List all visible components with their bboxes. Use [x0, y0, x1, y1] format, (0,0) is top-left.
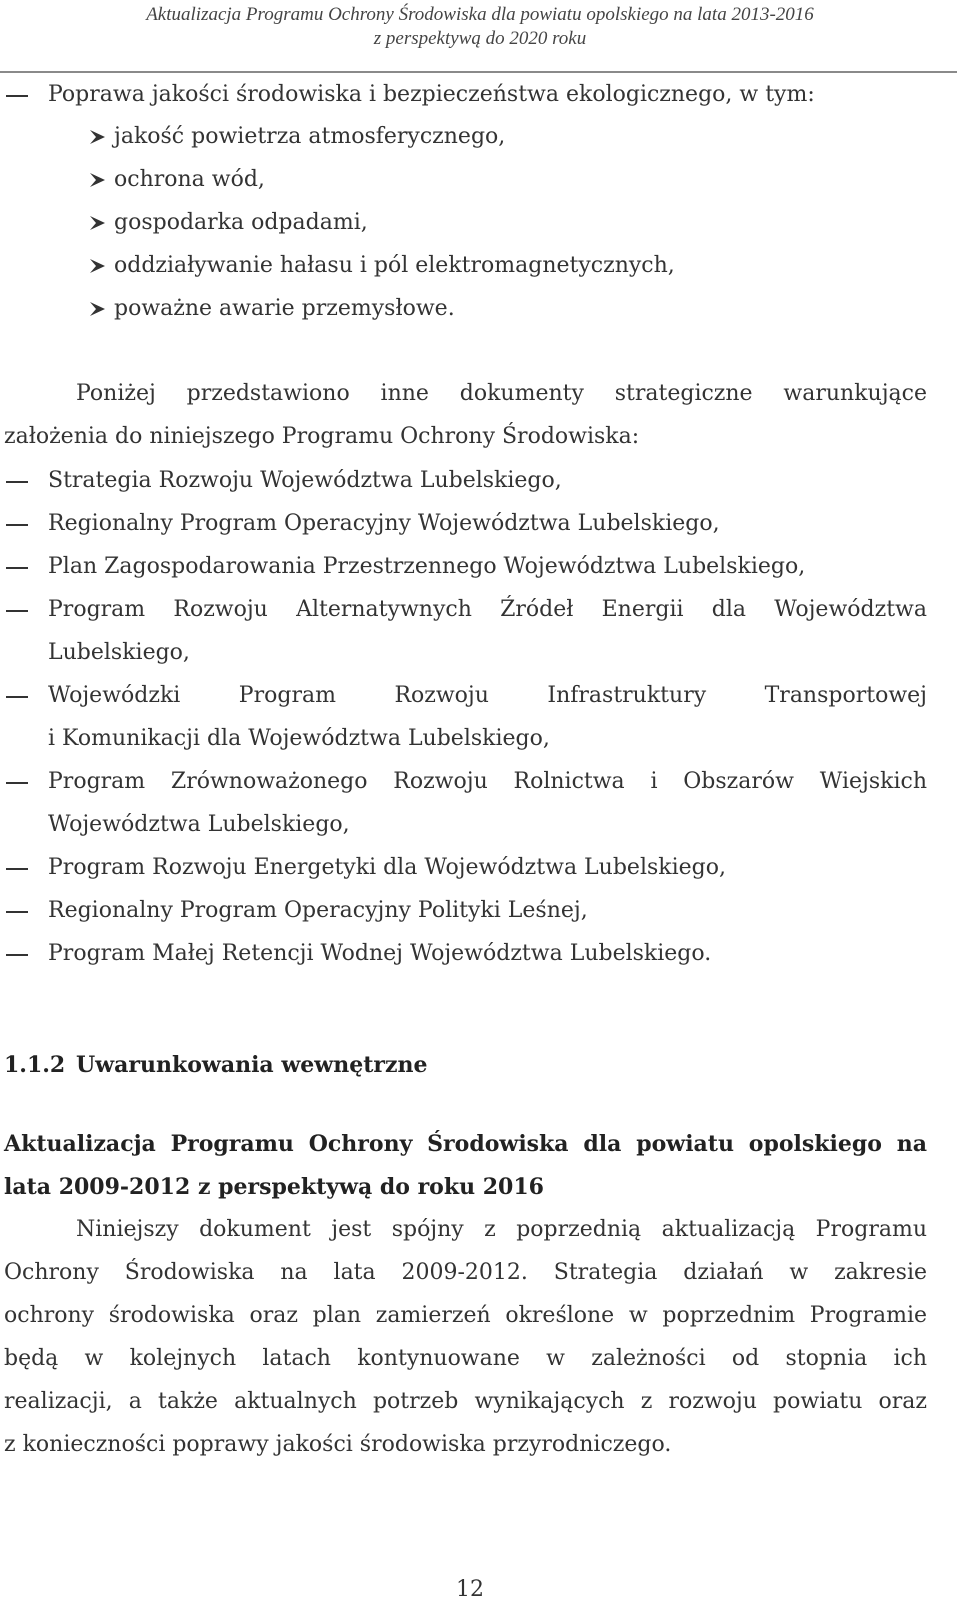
dash-bullet [6, 481, 28, 483]
paragraph-line: Niniejszy dokument jest spójny z poprzednią aktualizacją Programu [76, 1217, 927, 1242]
dash-bullet [6, 911, 28, 913]
arrow-bullet-icon [86, 122, 110, 152]
sub-list-item: poważne awarie przemysłowe. [114, 296, 455, 321]
paragraph-line: Ochrony Środowiska na lata 2009-2012. Strategia działań w zakresie [4, 1260, 927, 1285]
sub-list-item: ochrona wód, [114, 167, 265, 192]
document-item: Regionalny Program Operacyjny Województwa Lubelskiego, [48, 511, 720, 536]
document-item: Program Rozwoju Alternatywnych Źródeł Energii dla Województwa [48, 597, 927, 622]
document-item: Strategia Rozwoju Województwa Lubelskiego, [48, 468, 562, 493]
header-title: Aktualizacja Programu Ochrony Środowiska dla powiatu opolskiego na lata 2013-2016 [146, 4, 814, 25]
sub-list-item: jakość powietrza atmosferycznego, [114, 124, 506, 149]
document-item-continued: Województwa Lubelskiego, [48, 812, 350, 837]
document-item: Plan Zagospodarowania Przestrzennego Województwa Lubelskiego, [48, 554, 806, 579]
subsection-title: Aktualizacja Programu Ochrony Środowiska dla powiatu opolskiego na [4, 1131, 927, 1157]
intro-line: Poniżej przedstawiono inne dokumenty strategiczne warunkujące [76, 381, 927, 406]
dash-bullet [6, 868, 28, 870]
sub-list-item: oddziaływanie hałasu i pól elektromagnetycznych, [114, 253, 675, 278]
header-subtitle: z perspektywą do 2020 roku [373, 28, 587, 49]
dash-bullet [6, 567, 28, 569]
intro-line: założenia do niniejszego Programu Ochrony Środowiska: [4, 424, 640, 449]
document-item: Wojewódzki Program Rozwoju Infrastruktury Transportowej [48, 683, 927, 708]
dash-bullet [6, 95, 28, 97]
arrow-bullet-icon [86, 251, 110, 281]
section-title: Uwarunkowania wewnętrzne [76, 1052, 428, 1078]
document-item: Program Małej Retencji Wodnej Województwa Lubelskiego. [48, 941, 712, 966]
paragraph-line: z konieczności poprawy jakości środowiska przyrodniczego. [4, 1432, 672, 1457]
arrow-bullet-icon [86, 165, 110, 195]
page-number: 12 [456, 1577, 484, 1602]
subsection-title: lata 2009-2012 z perspektywą do roku 2016 [4, 1174, 544, 1200]
dash-bullet [6, 696, 28, 698]
page-header [0, 0, 960, 72]
arrow-bullet-icon [86, 208, 110, 238]
document-item: Regionalny Program Operacyjny Polityki Leśnej, [48, 898, 588, 923]
dash-bullet [6, 610, 28, 612]
top-list-item: Poprawa jakości środowiska i bezpieczeństwa ekologicznego, w tym: [48, 82, 815, 107]
dash-bullet [6, 782, 28, 784]
paragraph-line: realizacji, a także aktualnych potrzeb wynikających z rozwoju powiatu oraz [4, 1389, 927, 1414]
document-item: Program Zrównoważonego Rozwoju Rolnictwa i Obszarów Wiejskich [48, 769, 927, 794]
section-number: 1.1.2 [4, 1052, 66, 1078]
header-rule [0, 71, 957, 73]
dash-bullet [6, 524, 28, 526]
arrow-bullet-icon [86, 294, 110, 324]
paragraph-line: ochrony środowiska oraz plan zamierzeń określone w poprzednim Programie [4, 1303, 927, 1328]
document-item-continued: Lubelskiego, [48, 640, 190, 665]
document-item: Program Rozwoju Energetyki dla Województwa Lubelskiego, [48, 855, 726, 880]
paragraph-line: będą w kolejnych latach kontynuowane w zależności od stopnia ich [4, 1346, 927, 1371]
sub-list-item: gospodarka odpadami, [114, 210, 368, 235]
document-item-continued: i Komunikacji dla Województwa Lubelskiego, [48, 726, 550, 751]
dash-bullet [6, 954, 28, 956]
